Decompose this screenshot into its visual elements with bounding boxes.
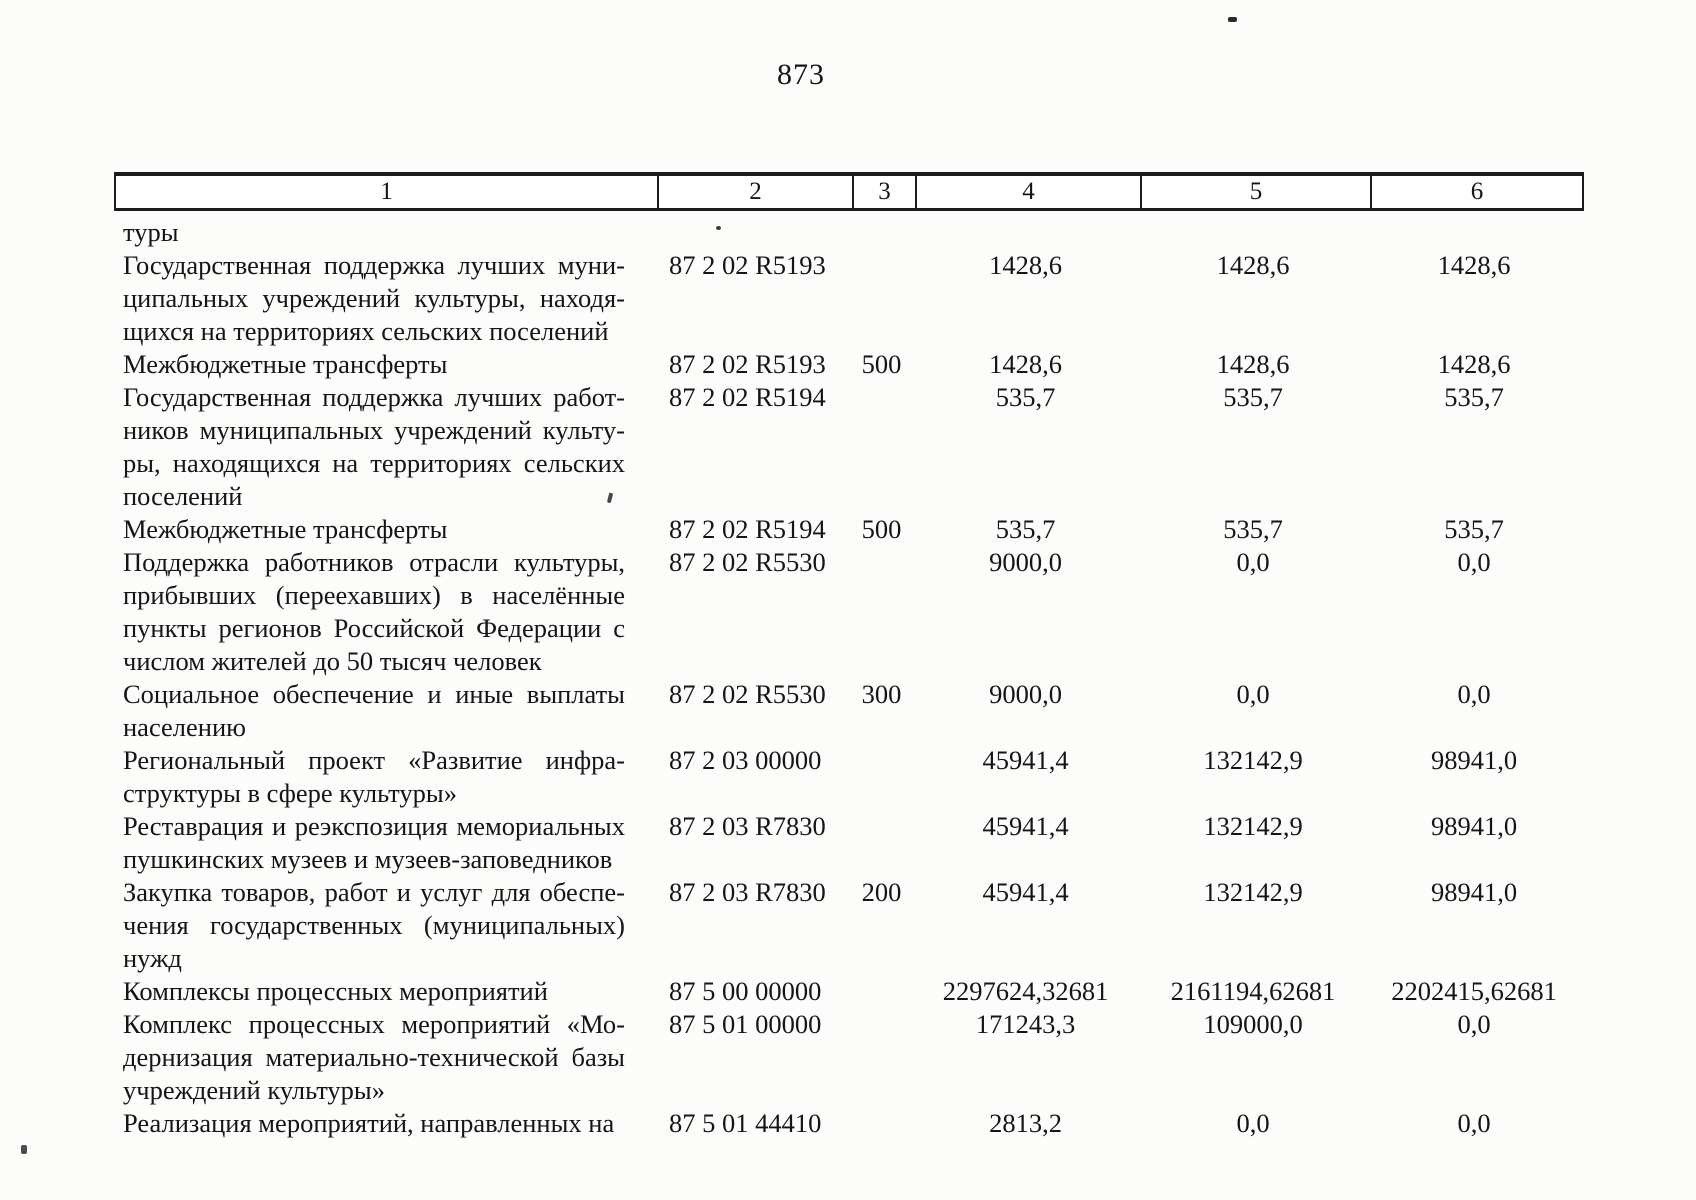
row-title-line: Поддержка работников отрасли культуры, bbox=[123, 547, 625, 577]
row-title-line: Реставрация и реэкспозиция мемориальных bbox=[123, 811, 625, 841]
row-title bbox=[114, 678, 655, 744]
table-row bbox=[114, 975, 1584, 1008]
table-row bbox=[114, 1008, 1584, 1107]
row-title-line: Межбюджетные трансферты bbox=[123, 349, 448, 379]
row-amount-2: 132142,9 bbox=[1203, 811, 1303, 841]
row-expense-type bbox=[850, 810, 913, 876]
row-budget-code: 87 5 01 44410 bbox=[669, 1108, 822, 1138]
column-header-5: 5 bbox=[1140, 176, 1370, 208]
scan-artifact-dot bbox=[716, 226, 721, 230]
row-budget-code: 87 2 02 R5194 bbox=[669, 514, 826, 544]
row-title-line: населению bbox=[123, 712, 246, 742]
row-amount-3: 1428,6 bbox=[1437, 250, 1511, 280]
row-amount-2: 109000,0 bbox=[1203, 1009, 1303, 1039]
row-budget-code: 87 2 02 R5193 bbox=[669, 250, 826, 280]
row-title-line: ников муниципальных учреждений культу- bbox=[123, 415, 625, 445]
row-title bbox=[114, 975, 655, 1008]
row-title bbox=[114, 513, 655, 546]
row-amount-3: 1428,6 bbox=[1437, 349, 1511, 379]
row-title-line: ры, находящихся на территориях сельских bbox=[123, 448, 625, 478]
row-title-line: нужд bbox=[123, 943, 182, 973]
row-amount-3: 535,7 bbox=[1444, 514, 1504, 544]
row-budget-code bbox=[655, 216, 850, 249]
row-amount-2: 535,7 bbox=[1223, 382, 1283, 412]
row-title-line: чения государственных (муниципальных) bbox=[123, 910, 625, 940]
row-title-line: туры bbox=[123, 217, 179, 247]
row-title-line: Комплекс процессных мероприятий «Мо- bbox=[123, 1009, 625, 1039]
column-header-4: 4 bbox=[915, 176, 1140, 208]
row-expense-type bbox=[850, 249, 913, 348]
table-row bbox=[114, 546, 1584, 678]
row-amount-1: 45941,4 bbox=[982, 877, 1069, 907]
row-budget-code: 87 2 03 R7830 bbox=[669, 811, 826, 841]
table-row bbox=[114, 810, 1584, 876]
row-title-line: ципальных учреждений культуры, находя- bbox=[123, 283, 625, 313]
table-body bbox=[114, 216, 1584, 1140]
row-title bbox=[114, 216, 655, 249]
column-header-1: 1 bbox=[380, 178, 393, 205]
row-amount-2: 2161194,62681 bbox=[1170, 976, 1336, 1006]
row-amount-1: 2297624,32681 bbox=[942, 976, 1109, 1006]
table-row bbox=[114, 678, 1584, 744]
row-expense-type: 200 bbox=[861, 877, 902, 907]
row-title-line: учреждений культуры» bbox=[123, 1075, 385, 1105]
row-amount-3: 0,0 bbox=[1457, 1108, 1491, 1138]
row-budget-code: 87 2 03 00000 bbox=[669, 745, 822, 775]
row-title bbox=[114, 1107, 655, 1140]
row-title-line: щихся на территориях сельских поселений bbox=[123, 316, 609, 346]
row-expense-type: 300 bbox=[861, 679, 902, 709]
row-amount-1: 1428,6 bbox=[989, 349, 1062, 379]
row-title-line: Реализация мероприятий, направленных на bbox=[123, 1108, 615, 1138]
row-amount-2: 0,0 bbox=[1236, 547, 1270, 577]
row-title bbox=[114, 810, 655, 876]
row-title bbox=[114, 744, 655, 810]
row-amount-1: 2813,2 bbox=[989, 1108, 1062, 1138]
row-amount-3: 2202415,62681 bbox=[1391, 976, 1557, 1006]
row-budget-code: 87 5 01 00000 bbox=[669, 1009, 822, 1039]
row-budget-code: 87 2 02 R5530 bbox=[669, 679, 826, 709]
row-amount-3: 98941,0 bbox=[1430, 811, 1518, 841]
row-amount-1 bbox=[913, 216, 1138, 249]
row-amount-1: 45941,4 bbox=[982, 745, 1069, 775]
row-amount-3: 0,0 bbox=[1457, 547, 1491, 577]
row-title-line: пункты регионов Российской Федерации с bbox=[123, 613, 625, 643]
table-row bbox=[114, 744, 1584, 810]
row-title bbox=[114, 1008, 655, 1107]
scan-artifact-dot bbox=[1228, 17, 1237, 22]
row-expense-type bbox=[850, 975, 913, 1008]
table-row bbox=[114, 876, 1584, 975]
row-expense-type: 500 bbox=[861, 514, 902, 544]
row-amount-3 bbox=[1368, 216, 1580, 249]
row-title-line: Комплексы процессных мероприятий bbox=[123, 976, 548, 1006]
row-title-line: структуры в сфере культуры» bbox=[123, 778, 457, 808]
row-budget-code: 87 2 02 R5194 bbox=[669, 382, 826, 412]
table-row bbox=[114, 348, 1584, 381]
row-amount-1: 171243,3 bbox=[975, 1009, 1076, 1039]
row-title-line: Социальное обеспечение и иные выплаты bbox=[123, 679, 625, 709]
row-expense-type bbox=[850, 1008, 913, 1107]
row-title-line: Закупка товаров, работ и услуг для обеспе- bbox=[123, 877, 625, 907]
row-title bbox=[114, 876, 655, 975]
row-title bbox=[114, 249, 655, 348]
row-expense-type bbox=[850, 1107, 913, 1140]
row-budget-code: 87 2 02 R5530 bbox=[669, 547, 826, 577]
row-expense-type bbox=[850, 216, 913, 249]
row-title-line: Региональный проект «Развитие инфра- bbox=[123, 745, 625, 775]
row-amount-3: 0,0 bbox=[1457, 1009, 1491, 1039]
table-row bbox=[114, 381, 1584, 513]
row-title bbox=[114, 381, 655, 513]
table-row bbox=[114, 1107, 1584, 1140]
row-amount-1: 9000,0 bbox=[989, 547, 1062, 577]
row-title-line: Государственная поддержка лучших работ- bbox=[123, 382, 625, 412]
row-amount-2: 1428,6 bbox=[1216, 250, 1290, 280]
row-title-line: числом жителей до 50 тысяч человек bbox=[123, 646, 542, 676]
row-expense-type bbox=[850, 546, 913, 678]
page-number: 873 bbox=[777, 58, 825, 91]
row-title bbox=[114, 546, 655, 678]
row-budget-code: 87 2 02 R5193 bbox=[669, 349, 826, 379]
row-title bbox=[114, 348, 655, 381]
row-title-line: поселений bbox=[123, 481, 243, 511]
row-amount-2 bbox=[1138, 216, 1368, 249]
row-title-line: Межбюджетные трансферты bbox=[123, 514, 448, 544]
row-amount-1: 9000,0 bbox=[989, 679, 1062, 709]
row-amount-3: 98941,0 bbox=[1430, 877, 1518, 907]
column-header-2: 2 bbox=[657, 176, 852, 208]
row-amount-2: 0,0 bbox=[1236, 679, 1270, 709]
row-amount-1: 535,7 bbox=[995, 382, 1056, 412]
scan-artifact-speck bbox=[21, 1145, 27, 1154]
table-row bbox=[114, 216, 1584, 249]
row-amount-2: 535,7 bbox=[1223, 514, 1283, 544]
row-amount-1: 1428,6 bbox=[989, 250, 1062, 280]
table-header-row bbox=[114, 172, 1584, 211]
row-amount-2: 0,0 bbox=[1236, 1108, 1270, 1138]
row-budget-code: 87 5 00 00000 bbox=[669, 976, 822, 1006]
row-title-line: прибывших (переехавших) в населённые bbox=[123, 580, 625, 610]
column-header-3: 3 bbox=[852, 176, 915, 208]
column-header-6: 6 bbox=[1370, 176, 1582, 208]
row-amount-2: 132142,9 bbox=[1203, 877, 1303, 907]
row-amount-3: 0,0 bbox=[1457, 679, 1491, 709]
row-expense-type: 500 bbox=[861, 349, 902, 379]
table-row bbox=[114, 513, 1584, 546]
row-title-line: Государственная поддержка лучших муни- bbox=[123, 250, 625, 280]
row-budget-code: 87 2 03 R7830 bbox=[669, 877, 826, 907]
row-amount-3: 98941,0 bbox=[1430, 745, 1518, 775]
row-title-line: дернизация материально-технической базы bbox=[123, 1042, 625, 1072]
row-amount-1: 535,7 bbox=[995, 514, 1056, 544]
row-amount-1: 45941,4 bbox=[982, 811, 1069, 841]
row-amount-3: 535,7 bbox=[1444, 382, 1504, 412]
table-row bbox=[114, 249, 1584, 348]
row-expense-type bbox=[850, 744, 913, 810]
row-title-line: пушкинских музеев и музеев-заповедников bbox=[123, 844, 613, 874]
row-amount-2: 132142,9 bbox=[1203, 745, 1303, 775]
row-amount-2: 1428,6 bbox=[1216, 349, 1290, 379]
row-expense-type bbox=[850, 381, 913, 513]
